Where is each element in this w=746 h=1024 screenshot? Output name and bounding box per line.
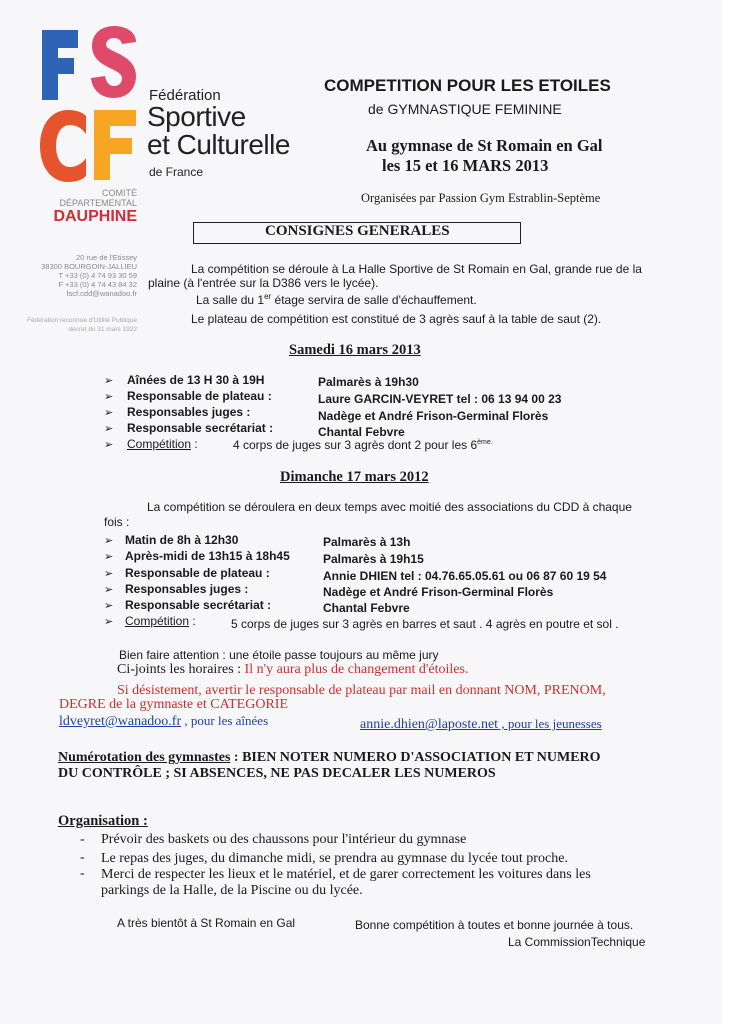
- samedi-value: Laure GARCIN-VEYRET tel : 06 13 94 00 23: [318, 392, 562, 406]
- arrow-bullet-icon: ➢: [104, 615, 114, 628]
- email-line: [360, 716, 602, 733]
- dimanche-value: Palmarès à 13h: [323, 535, 411, 549]
- footer-signature: La CommissionTechnique: [508, 935, 646, 949]
- address-line: 38300 BOURGOIN-JALLIEU: [41, 262, 137, 271]
- fscf-logo-red-shape: [40, 110, 86, 182]
- horaires-warning: Il n'y aura plus de changement d'étoiles.: [244, 662, 469, 677]
- numerotation-text: : BIEN NOTER NUMERO D'ASSOCIATION ET NUMERO: [230, 750, 601, 765]
- dimanche-competition: [125, 614, 196, 628]
- samedi-value: Chantal Febvre: [318, 425, 405, 439]
- samedi-value: Palmarès à 19h30: [318, 375, 419, 389]
- dimanche-intro: fois :: [104, 515, 130, 529]
- competition-label: Compétition: [125, 614, 190, 628]
- logo-de-france: de France: [149, 165, 204, 179]
- dimanche-label: Matin de 8h à 12h30: [125, 533, 239, 547]
- consignes-line: plaine (à l'entrée sur la D386 vers le lycée).: [148, 276, 379, 290]
- logo-culturelle: et Culturelle: [147, 129, 290, 160]
- page-title: COMPETITION POUR LES ETOILES: [324, 76, 611, 95]
- page-subtitle: de GYMNASTIQUE FEMININE: [368, 101, 562, 117]
- dimanche-label: Responsables juges :: [125, 582, 249, 596]
- logo-sportive: Sportive: [147, 101, 246, 132]
- competition-colon: :: [189, 614, 196, 628]
- horaires-note: [117, 662, 468, 678]
- footer-left: A très bientôt à St Romain en Gal: [117, 916, 296, 930]
- fscf-logo-orange-shape: [94, 110, 136, 180]
- event-dates: les 15 et 16 MARS 2013: [382, 156, 549, 175]
- arrow-bullet-icon: ➢: [104, 583, 114, 596]
- dimanche-title: Dimanche 17 mars 2012: [280, 469, 429, 485]
- consignes-line-pre: La salle du 1: [196, 293, 265, 307]
- arrow-bullet-icon: ➢: [104, 390, 114, 403]
- email-suffix: , pour les aînées: [181, 713, 269, 728]
- numerotation-line: [58, 750, 601, 766]
- samedi-competition-text: [233, 438, 493, 452]
- dash-bullet: -: [80, 832, 85, 847]
- dash-bullet: -: [80, 866, 85, 881]
- organisation-item: parkings de la Halle, de la Piscine ou du lycée.: [101, 883, 363, 898]
- arrow-bullet-icon: ➢: [104, 374, 114, 387]
- ordinal-sup: ème.: [477, 439, 493, 446]
- organisation-title: Organisation :: [58, 813, 148, 829]
- competition-label: Compétition: [127, 437, 192, 451]
- legal-line: décret du 31 mars 1922: [68, 326, 137, 333]
- arrow-bullet-icon: ➢: [104, 438, 114, 451]
- email-suffix: , pour les jeunesses: [498, 716, 602, 731]
- dimanche-value: Chantal Febvre: [323, 601, 410, 615]
- horaires-text: Ci-joints les horaires :: [117, 662, 245, 677]
- footer-right: Bonne compétition à toutes et bonne journée à tous.: [355, 918, 634, 932]
- address-line: 20 rue de l'Etissey: [75, 253, 137, 262]
- arrow-bullet-icon: ➢: [104, 599, 114, 612]
- samedi-label: Responsable de plateau :: [127, 389, 272, 403]
- email-link-ainees[interactable]: ldveyret@wanadoo.fr: [59, 714, 182, 729]
- organisation-item: Le repas des juges, du dimanche midi, se prendra au gymnase du lycée tout proche.: [101, 851, 568, 866]
- email-link-jeunesses[interactable]: annie.dhien@laposte.net: [360, 717, 499, 732]
- organisation-item: Merci de respecter les lieux et le matériel, et de garer correctement les voitures dans les: [101, 867, 591, 882]
- dimanche-value: Nadège et André Frison-Germinal Florès: [323, 585, 554, 599]
- arrow-bullet-icon: ➢: [104, 550, 114, 563]
- logo-dauphine: DAUPHINE: [53, 208, 137, 225]
- logo-comite: COMITÉ: [102, 188, 137, 198]
- consignes-line: La compétition se déroule à La Halle Sportive de St Romain en Gal, grande rue de la: [191, 262, 642, 276]
- dimanche-intro: La compétition se déroulera en deux temps avec moitié des associations du CDD à chaque: [147, 500, 632, 514]
- consignes-line: Le plateau de compétition est constitué de 3 agrès sauf à la table de saut (2).: [191, 312, 602, 326]
- address-line: F +33 (0) 4 74 43 84 32: [58, 280, 137, 289]
- samedi-title: Samedi 16 mars 2013: [289, 342, 421, 358]
- dimanche-value: Annie DHIEN tel : 04.76.65.05.61 ou 06 87 60 19 54: [323, 569, 607, 583]
- arrow-bullet-icon: ➢: [104, 422, 114, 435]
- numerotation-line: DU CONTRÔLE ; SI ABSENCES, NE PAS DECALER LES NUMEROS: [58, 766, 496, 781]
- samedi-label: Aînées de 13 H 30 à 19H: [127, 373, 265, 387]
- consignes-line-post: étage servira de salle d'échauffement.: [271, 293, 477, 307]
- event-place: Au gymnase de St Romain en Gal: [366, 136, 603, 155]
- fscf-logo-pink-shape: [90, 26, 138, 98]
- dash-bullet: -: [80, 850, 85, 865]
- address-line: T +33 (0) 4 74 93 30 59: [58, 271, 137, 280]
- logo-departemental: DÉPARTEMENTAL: [59, 198, 137, 208]
- samedi-label: Responsables juges :: [127, 405, 251, 419]
- email-line: [59, 713, 268, 730]
- dimanche-competition-text: 5 corps de juges sur 3 agrès en barres et saut . 4 agrès en poutre et sol .: [231, 617, 619, 631]
- scan-margin: [722, 0, 746, 1024]
- fscf-logo-blue-shape: [42, 30, 78, 100]
- logo-federation: Fédération: [149, 87, 221, 104]
- numerotation-label: Numérotation des gymnastes: [58, 750, 231, 765]
- samedi-value: Nadège et André Frison-Germinal Florès: [318, 409, 549, 423]
- desistement-note: Si désistement, avertir le responsable de plateau par mail en donnant NOM, PRENOM,: [117, 683, 606, 698]
- samedi-label: Responsable secrétariat :: [127, 421, 274, 435]
- dimanche-value: Palmarès à 19h15: [323, 552, 424, 566]
- dimanche-label: Après-midi de 13h15 à 18h45: [125, 549, 290, 563]
- samedi-competition: [127, 437, 198, 451]
- legal-line: Fédération reconnue d'Utilité Publique: [26, 317, 137, 324]
- address-line: fscf.cdd@wanadoo.fr: [66, 289, 137, 298]
- competition-colon: :: [191, 437, 198, 451]
- organisation-item: Prévoir des baskets ou des chaussons pour l'intérieur du gymnase: [101, 832, 467, 847]
- consignes-line: [196, 292, 477, 307]
- consignes-title: CONSIGNES GENERALES: [265, 223, 450, 239]
- arrow-bullet-icon: ➢: [104, 567, 114, 580]
- desistement-note: DEGRE de la gymnaste et CATEGORIE: [59, 697, 289, 712]
- arrow-bullet-icon: ➢: [104, 534, 114, 547]
- ordinal-sup: er: [264, 292, 272, 301]
- dimanche-label: Responsable de plateau :: [125, 566, 270, 580]
- attention-note: Bien faire attention : une étoile passe toujours au même jury: [119, 648, 439, 662]
- competition-text: 4 corps de juges sur 3 agrès dont 2 pour les 6: [233, 438, 478, 452]
- organiser-line: Organisées par Passion Gym Estrablin-Septème: [361, 191, 601, 205]
- arrow-bullet-icon: ➢: [104, 406, 114, 419]
- dimanche-label: Responsable secrétariat :: [125, 598, 272, 612]
